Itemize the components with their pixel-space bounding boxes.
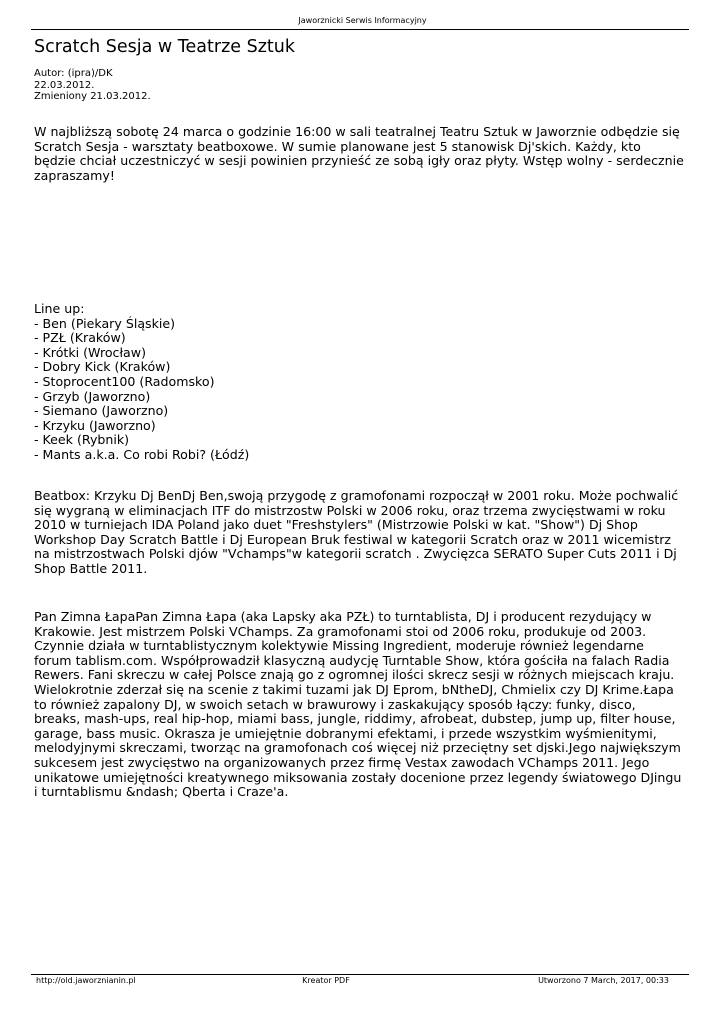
footer-created: Utworzono 7 March, 2017, 00:33 (538, 976, 669, 985)
beatbox-paragraph: Beatbox: Krzyku Dj BenDj Ben,swoją przygodę z gramofonami rozpoczął w 2001 roku. Może pochwalić się wygraną w eliminacjach ITF do mistrzostw Polski w 2006 roku, oraz trzema zwycięstwami w roku 2010 w turniejach IDA Poland jako duet "Freshstylers" (Mistrzowie Polski w kat. "Show") Dj Shop Workshop Day Scratch Battle i Dj European Bruk festiwal w kategorii Scratch oraz w 2011 wicemistrz na mistrzostwach Polski djów "Vchamps"w kategorii scratch . Zwycięzca SERATO Super Cuts 2011 i Dj Shop Battle 2011. (34, 488, 679, 576)
lineup-list (34, 317, 249, 463)
header-divider (31, 29, 689, 30)
lineup-item: - Grzyb (Jaworzno) (34, 388, 151, 404)
intro-paragraph: W najbliższą sobotę 24 marca o godzinie 16:00 w sali teatralnej Teatru Sztuk w Jaworznie odbędzie się Scratch Sesja - warsztaty beatboxowe. W sumie planowane jest 5 stanowisk Dj'skich. Każdy, kto będzie chciał uczestniczyć w sesji powinien przynieść ze sobą igły oraz płyty. Wstęp wolny - serdecznie zapraszamy! (34, 124, 684, 183)
publish-date: 22.03.2012. (34, 79, 95, 91)
author-line: Autor: (ipra)/DK (34, 68, 113, 79)
lineup-item: - Dobry Kick (Kraków) (34, 359, 171, 375)
footer-url: http://old.jaworznianin.pl (36, 976, 136, 985)
lineup-item: - Ben (Piekary Śląskie) (34, 315, 176, 331)
lineup-item: - Stoprocent100 (Radomsko) (34, 373, 215, 389)
zimna-lapa-paragraph: Pan Zimna ŁapaPan Zimna Łapa (aka Lapsky aka PZŁ) to turntablista, DJ i producent rezydujący w Krakowie. Jest mistrzem Polski VChamps. Za gramofonami stoi od 2006 roku, produkuje od 2003. Czynnie działa w turntablistycznym kolektywie Missing Ingredient, moderuje również legendarne forum tablism.com. Współprowadził klasyczną audycję Turntable Show, która gościła na falach Radia Rewers. Fani skreczu w całej Polsce znają go z ogromnej ilości skrecz sesji w różnych miejscach kraju. Wielokrotnie zderzał się na scenie z takimi tuzami jak DJ Eprom, bNtheDJ, Chmielix czy DJ Krime.Łapa to również zapalony DJ, w swoich setach w brawurowy i zaskakujący sposób łączy: funky, disco, breaks, mash-ups, real hip-hop, miami bass, jungle, riddimy, afrobeat, dubstep, jump up, filter house, garage, bass music. Okrasza je umiejętnie dobranymi efektami, i przede wszystkim wyśmienitymi, melodyjnymi skreczami, tworząc na gramofonach coś więcej niż przeciętny set djski.Jego największym sukcesem jest zwycięstwo na organizowanych przez firmę Vestax zawodach VChamps 2011. Jego unikatowe umiejętności kreatywnego miksowania zostały docenione przez legendy światowego DJingu i turntablismu &ndash; Qberta i Craze'a. (34, 609, 682, 800)
article-meta (34, 68, 151, 103)
lineup-section (34, 302, 249, 463)
footer-generator: Kreator PDF (302, 976, 350, 985)
lineup-item: - Siemano (Jaworzno) (34, 403, 169, 419)
lineup-item: - Mants a.k.a. Co robi Robi? (Łódź) (34, 446, 250, 462)
lineup-item: - PZŁ (Kraków) (34, 330, 126, 346)
article-title: Scratch Sesja w Teatrze Sztuk (34, 37, 295, 57)
footer-divider (31, 974, 689, 975)
lineup-item: - Krzyku (Jaworzno) (34, 417, 156, 433)
lineup-heading: Line up: (34, 301, 85, 316)
lineup-item: - Krótki (Wrocław) (34, 344, 146, 360)
site-header: Jaworznicki Serwis Informacyjny (298, 16, 427, 25)
modified-date: Zmieniony 21.03.2012. (34, 91, 151, 102)
lineup-item: - Keek (Rybnik) (34, 432, 130, 448)
